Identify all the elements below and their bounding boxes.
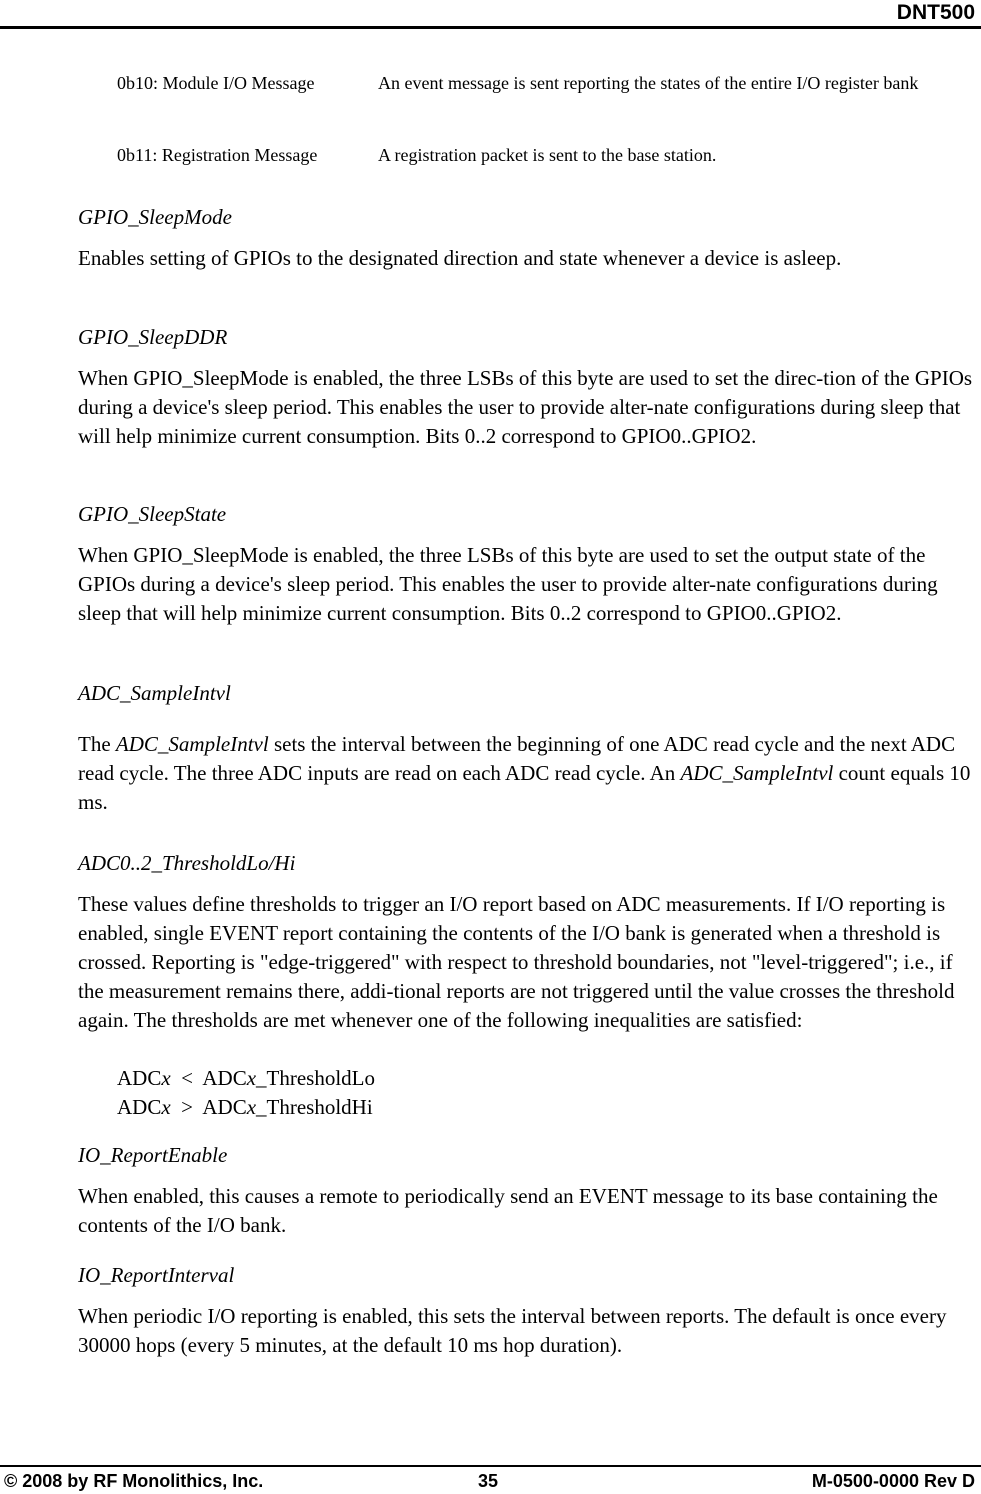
section-heading: ADC_SampleIntvl [78,681,231,705]
footer-rule [0,1465,981,1467]
section-heading: GPIO_SleepState [78,502,227,526]
inequality-low [117,1064,375,1093]
ineq-text: _ThresholdHi [256,1095,373,1119]
section-heading: GPIO_SleepDDR [78,325,228,349]
section-body: When enabled, this causes a remote to periodically send an EVENT message to its base containing the contents of the I/O bank. [78,1184,938,1237]
header-rule [0,26,981,29]
param-name: ADC_SampleIntvl [680,761,834,785]
option-description: An event message is sent reporting the states of the entire I/O register bank [378,73,919,93]
body-text: sets the interval between the beginning of one ADC read cycle and the next ADC read cycle. The three ADC inputs are read on each ADC read cycle. An [78,732,956,785]
section-body: When periodic I/O reporting is enabled, this sets the interval between reports. The default is once every 30000 hops (every 5 minutes, at the default 10 ms hop duration). [78,1304,947,1357]
ineq-text: ADC [117,1066,162,1090]
option-code: 0b11: Registration Message [117,145,318,165]
section-body: These values define thresholds to trigger an I/O report based on ADC measurements. If I/O reporting is enabled, single EVENT report containing the contents of the I/O bank is generated when a threshold is crossed. Reporting is "edge-triggered" with respect to threshold boundaries, not "level-triggered"; i.e., if the measurement remains there, addi-tional reports are not triggered until the value crosses the threshold again. The thresholds are met whenever one of the following inequalities are satisfied: [78,892,955,1032]
param-name: ADC_SampleIntvl [115,732,269,756]
section-body: When GPIO_SleepMode is enabled, the three LSBs of this byte are used to set the output state of the GPIOs during a device's sleep period. This enables the user to provide alter-nate configurations during sleep that will help minimize current consumption. Bits 0..2 correspond to GPIO0..GPIO2. [78,543,938,625]
section-heading: IO_ReportEnable [78,1143,228,1167]
section-heading: GPIO_SleepMode [78,205,232,229]
document-id: DNT500 [896,1,975,24]
section-body [78,730,974,817]
copyright: © 2008 by RF Monolithics, Inc. [4,1471,264,1491]
body-text: count equals 10 ms. [78,761,971,814]
section-body: Enables setting of GPIOs to the designated direction and state whenever a device is asleep. [78,246,842,270]
ineq-text: ADC [117,1095,162,1119]
option-code: 0b10: Module I/O Message [117,73,315,93]
ineq-var: x [161,1066,171,1090]
section-heading: ADC0..2_ThresholdLo/Hi [78,851,296,875]
page-number: 35 [478,1471,499,1491]
option-description: A registration packet is sent to the base station. [378,145,717,165]
ineq-text: > ADC [170,1095,247,1119]
ineq-text: < ADC [170,1066,247,1090]
section-body: When GPIO_SleepMode is enabled, the three LSBs of this byte are used to set the direc-tion of the GPIOs during a device's sleep period. This enables the user to provide alter-nate configurations during sleep that will help minimize current consumption. Bits 0..2 correspond to GPIO0..GPIO2. [78,366,973,448]
body-text: The [78,732,116,756]
section-heading: IO_ReportInterval [78,1263,235,1287]
ineq-var: x [161,1095,171,1119]
ineq-var: x [246,1066,257,1090]
ineq-text: _ThresholdLo [256,1066,376,1090]
inequality-high [117,1093,373,1122]
ineq-var: x [246,1095,257,1119]
document-revision: M-0500-0000 Rev D [811,1471,975,1491]
